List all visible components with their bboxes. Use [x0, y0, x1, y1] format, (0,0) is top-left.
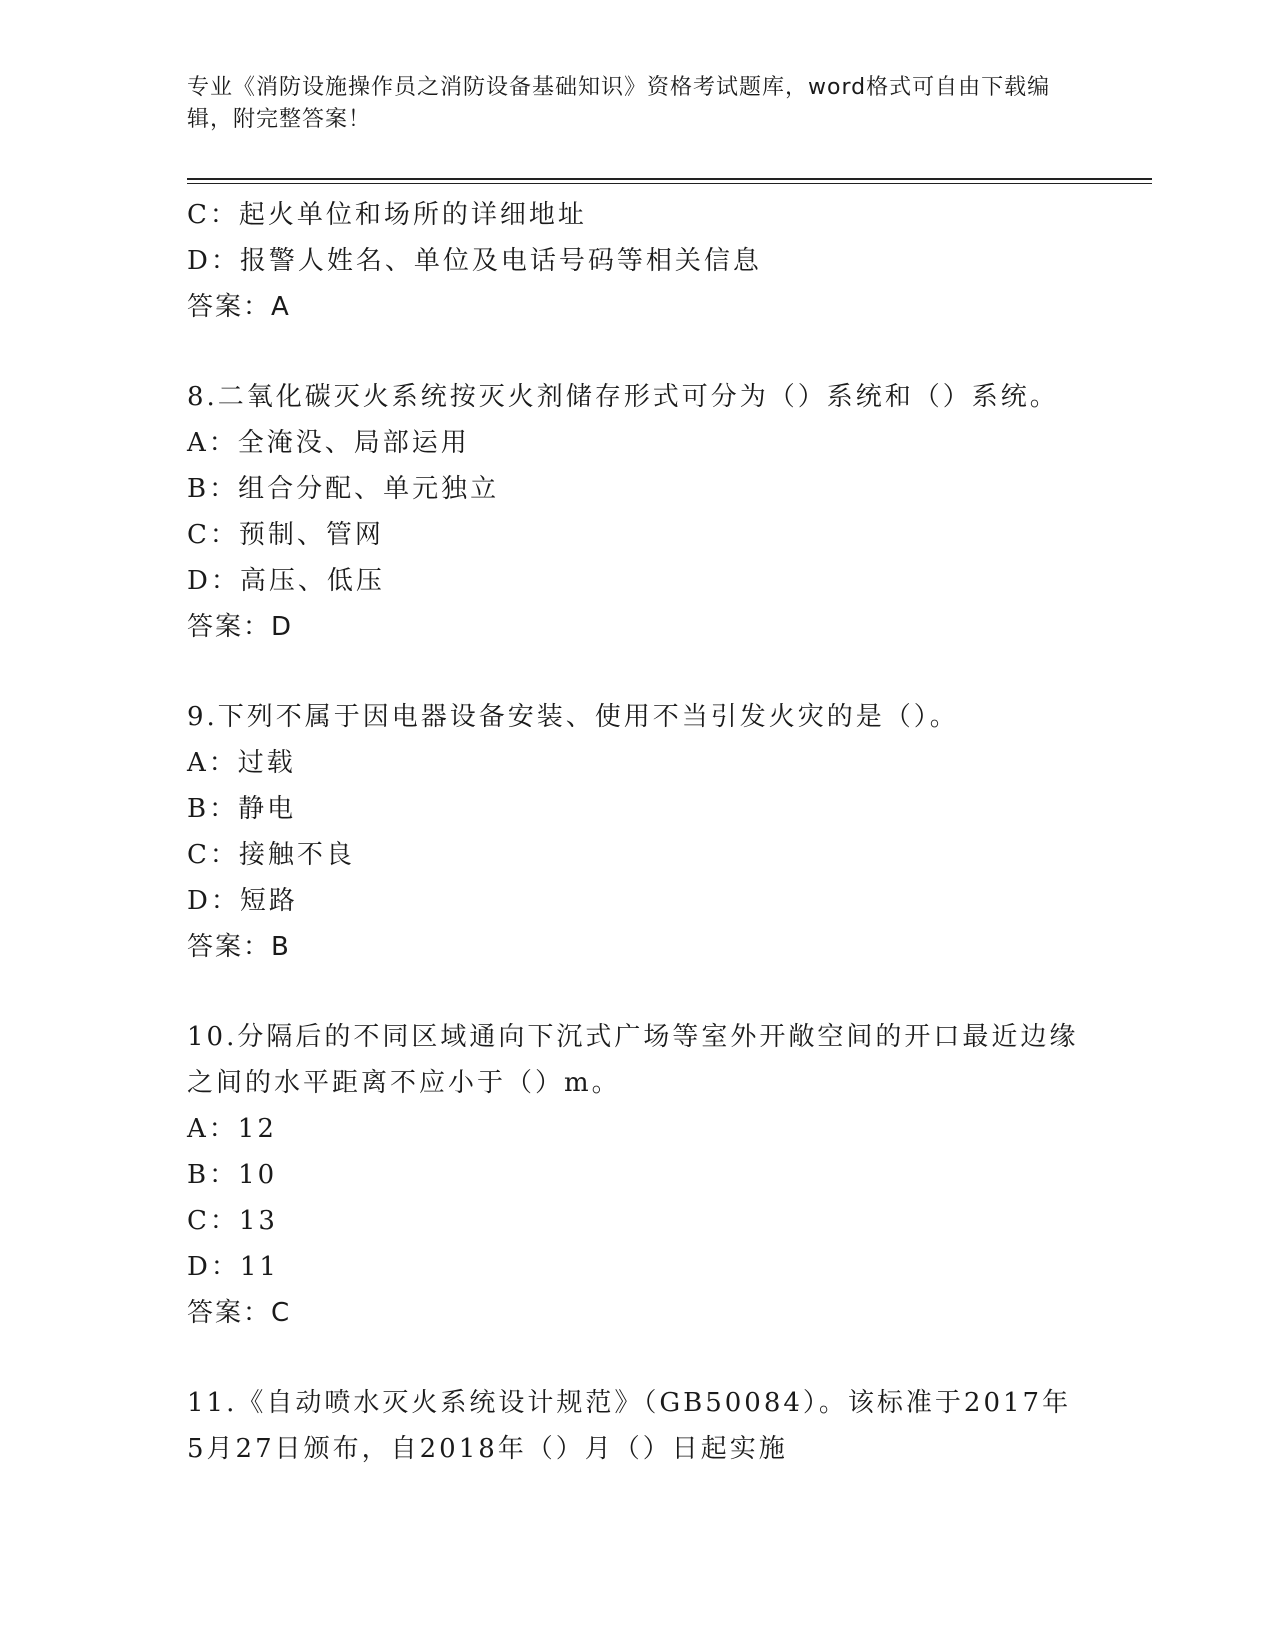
header-text: 专业《消防设施操作员之消防设备基础知识》资格考试题库，word格式可自由下载编辑，附完整答案！: [187, 75, 1051, 132]
q9-question: 9.下列不属于因电器设备安装、使用不当引发火灾的是（）。: [187, 702, 959, 732]
q10-answer: 答案：C: [187, 1298, 292, 1328]
q7-option-c: C：起火单位和场所的详细地址: [187, 200, 587, 230]
q8-option-c: C：预制、管网: [187, 520, 384, 550]
q8-option-b: B：组合分配、单元独立: [187, 474, 500, 504]
q8-option-a: A：全淹没、局部运用: [187, 428, 470, 458]
q10-question: 10.分隔后的不同区域通向下沉式广场等室外开敞空间的开口最近边缘之间的水平距离不应小于（）m。: [187, 1022, 1079, 1098]
q11-question: 11.《自动喷水灭火系统设计规范》（GB50084）。该标准于2017年5月27日颁布，自2018年（）月（）日起实施: [187, 1388, 1072, 1464]
q8-question: 8.二氧化碳灭火系统按灭火剂储存形式可分为（）系统和（）系统。: [187, 382, 1059, 412]
question-list: [187, 192, 1087, 1472]
q7-answer: 答案：A: [187, 292, 291, 322]
q7-option-d: D：报警人姓名、单位及电话号码等相关信息: [187, 246, 762, 276]
q9-option-c: C：接触不良: [187, 840, 355, 870]
q9-option-d: D：短路: [187, 886, 298, 916]
q9-option-b: B：静电: [187, 794, 297, 824]
q9-answer: 答案：B: [187, 932, 291, 962]
q9-option-a: A：过载: [187, 748, 296, 778]
q10-option-a: A：12: [187, 1114, 277, 1144]
q8-answer: 答案：D: [187, 612, 294, 642]
q10-option-b: B：10: [187, 1160, 278, 1190]
q8-option-d: D：高压、低压: [187, 566, 385, 596]
q10-option-c: C：13: [187, 1206, 278, 1236]
header-rule: [187, 178, 1152, 184]
q10-option-d: D：11: [187, 1252, 279, 1282]
